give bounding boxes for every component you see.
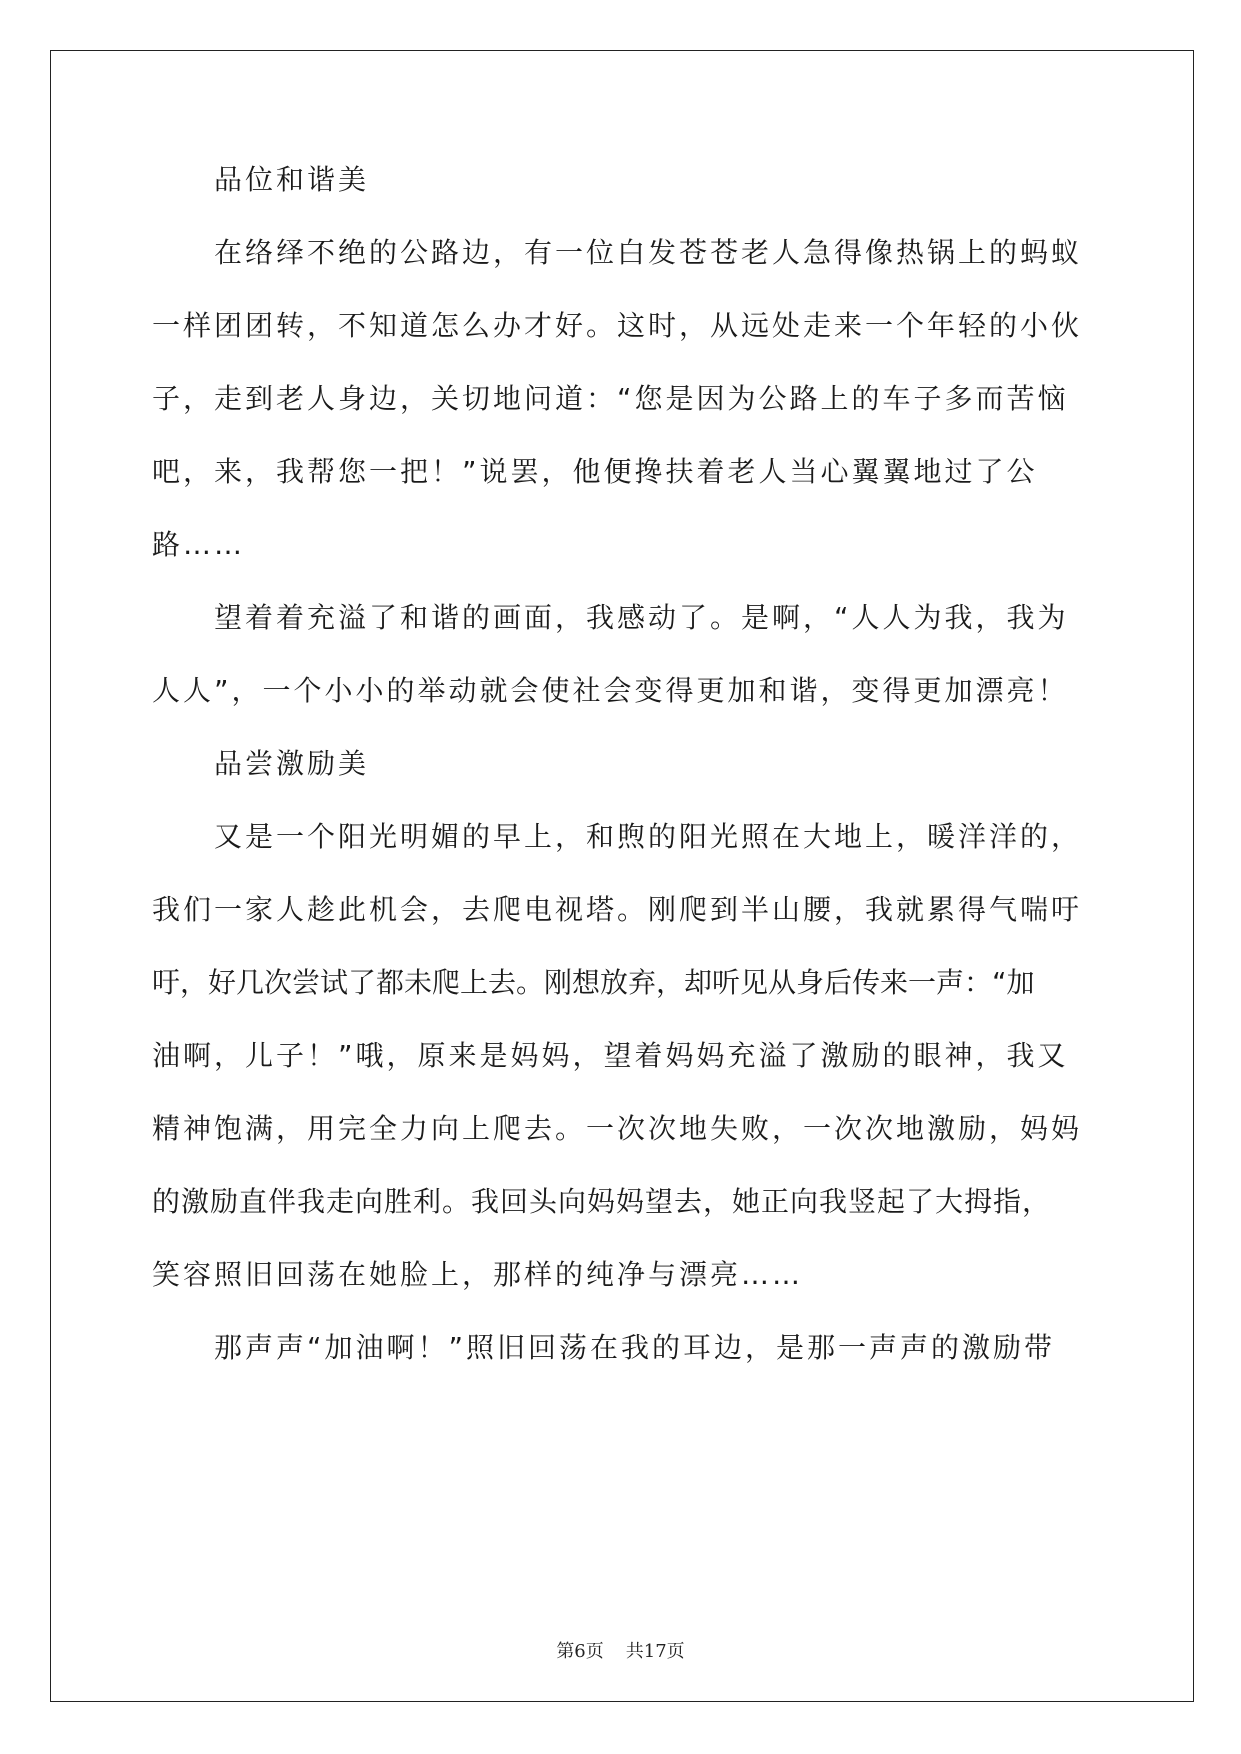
section-heading: 品尝激励美 [214, 747, 370, 780]
paragraph-line: 我们一家人趁此机会，去爬电视塔。刚爬到半山腰，我就累得气喘吁 [152, 893, 1083, 926]
paragraph-line: 又是一个阳光明媚的早上，和煦的阳光照在大地上，暖洋洋的， [214, 820, 1083, 853]
paragraph-line: 吧，来，我帮您一把！”说罢，他便搀扶着老人当心翼翼地过了公 [152, 455, 1038, 488]
paragraph-line: 一样团团转，不知道怎么办才好。这时，从远处走来一个年轻的小伙 [152, 309, 1083, 342]
paragraph-line: 人人”，一个小小的举动就会使社会变得更加和谐，变得更加漂亮！ [152, 674, 1069, 707]
paragraph-line: 子，走到老人身边，关切地问道：“您是因为公路上的车子多而苦恼 [152, 382, 1069, 415]
paragraph-line: 精神饱满，用完全力向上爬去。一次次地失败，一次次地激励，妈妈 [152, 1112, 1083, 1145]
page-footer [0, 1637, 1241, 1663]
page-number: 第6页 [556, 1641, 604, 1662]
paragraph-line: 笑容照旧回荡在她脸上，那样的纯净与漂亮…… [152, 1258, 804, 1291]
paragraph-line: 路…… [152, 528, 246, 561]
paragraph-line: 的激励直伴我走向胜利。我回头向妈妈望去，她正向我竖起了大拇指， [152, 1185, 1052, 1218]
paragraph-line: 油啊，儿子！”哦，原来是妈妈，望着妈妈充溢了激励的眼神，我又 [152, 1039, 1069, 1072]
paragraph-line: 吁，好几次尝试了都未爬上去。刚想放弃，却听见从身后传来一声：“加 [152, 966, 1035, 999]
page-border [50, 50, 1194, 1702]
paragraph-line: 那声声“加油啊！”照旧回荡在我的耳边，是那一声声的激励带 [214, 1331, 1056, 1364]
page-total: 共17页 [625, 1641, 685, 1662]
paragraph-line: 望着着充溢了和谐的画面，我感动了。是啊，“人人为我，我为 [214, 601, 1069, 634]
section-heading: 品位和谐美 [214, 163, 370, 196]
paragraph-line: 在络绎不绝的公路边，有一位白发苍苍老人急得像热锅上的蚂蚁 [214, 236, 1083, 269]
